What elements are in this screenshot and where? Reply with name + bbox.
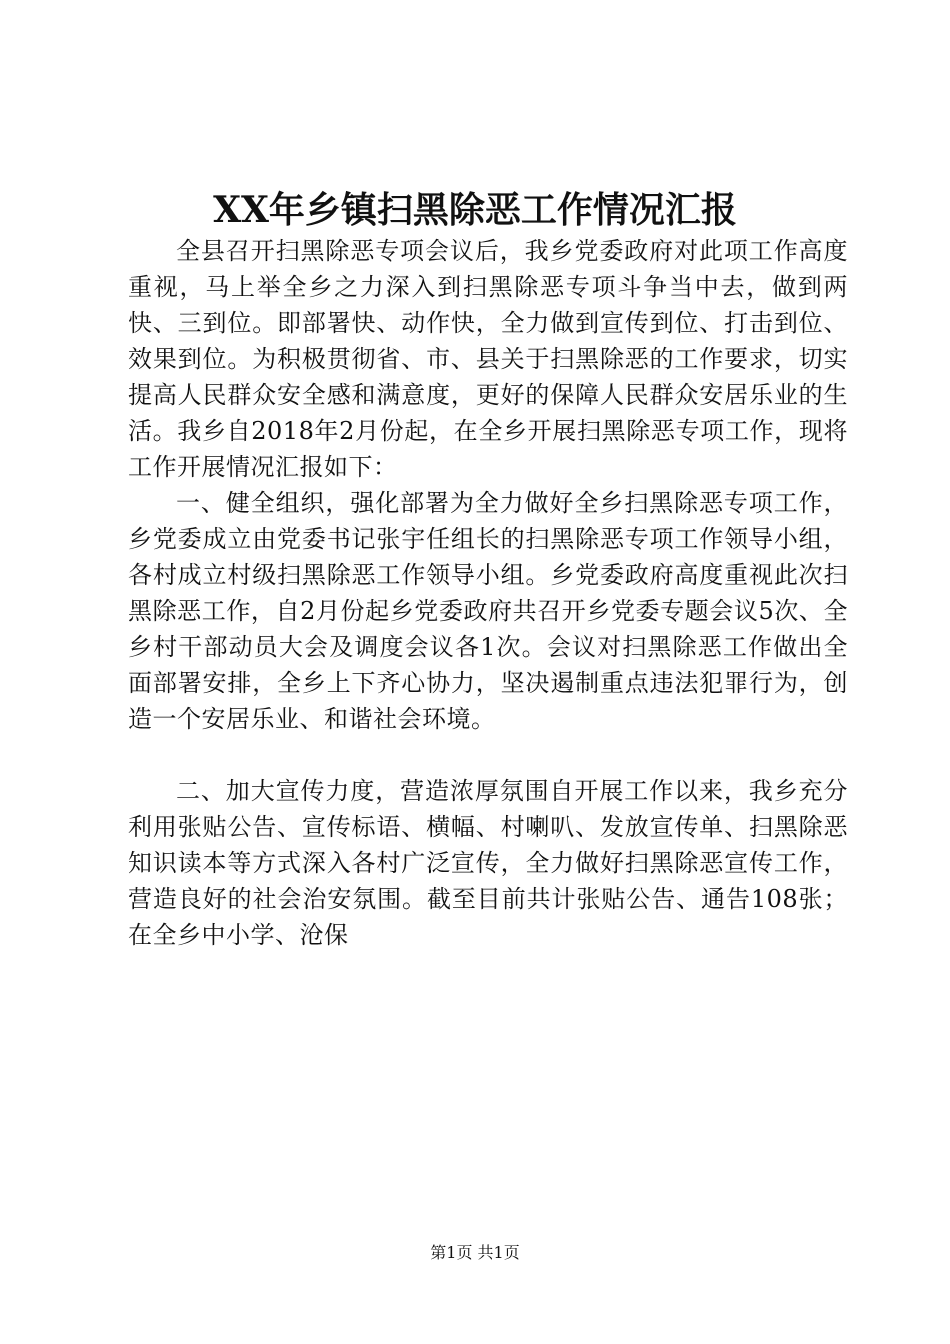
page-number-footer: 第1页 共1页 [430, 1243, 520, 1262]
document-title: XX年乡镇扫黑除恶工作情况汇报 [213, 189, 737, 231]
paragraph-section-two: 二、加大宣传力度，营造浓厚氛围自开展工作以来，我乡充分利用张贴公告、宣传标语、横幅、村喇叭、发放宣传单、扫黑除恶知识读本等方式深入各村广泛宣传，全力做好扫黑除恶宣传工作，营造良好的社会治安氛围。截至目前共计张贴公告、通告108张；在全乡中小学、沧保 [128, 777, 848, 949]
paragraph-intro: 全县召开扫黑除恶专项会议后，我乡党委政府对此项工作高度重视，马上举全乡之力深入到扫黑除恶专项斗争当中去，做到两快、三到位。即部署快、动作快，全力做到宣传到位、打击到位、效果到位。为积极贯彻省、市、县关于扫黑除恶的工作要求，切实提高人民群众安全感和满意度，更好的保障人民群众安居乐业的生活。我乡自2018年2月份起，在全乡开展扫黑除恶专项工作，现将工作开展情况汇报如下： [128, 237, 848, 481]
paragraph-section-one: 一、健全组织，强化部署为全力做好全乡扫黑除恶专项工作，乡党委成立由党委书记张宇任组长的扫黑除恶专项工作领导小组，各村成立村级扫黑除恶工作领导小组。乡党委政府高度重视此次扫黑除恶工作，自2月份起乡党委政府共召开乡党委专题会议5次、全乡村干部动员大会及调度会议各1次。会议对扫黑除恶工作做出全面部署安排，全乡上下齐心协力，坚决遏制重点违法犯罪行为，创造一个安居乐业、和谐社会环境。 [128, 489, 848, 733]
document-body [128, 233, 848, 953]
